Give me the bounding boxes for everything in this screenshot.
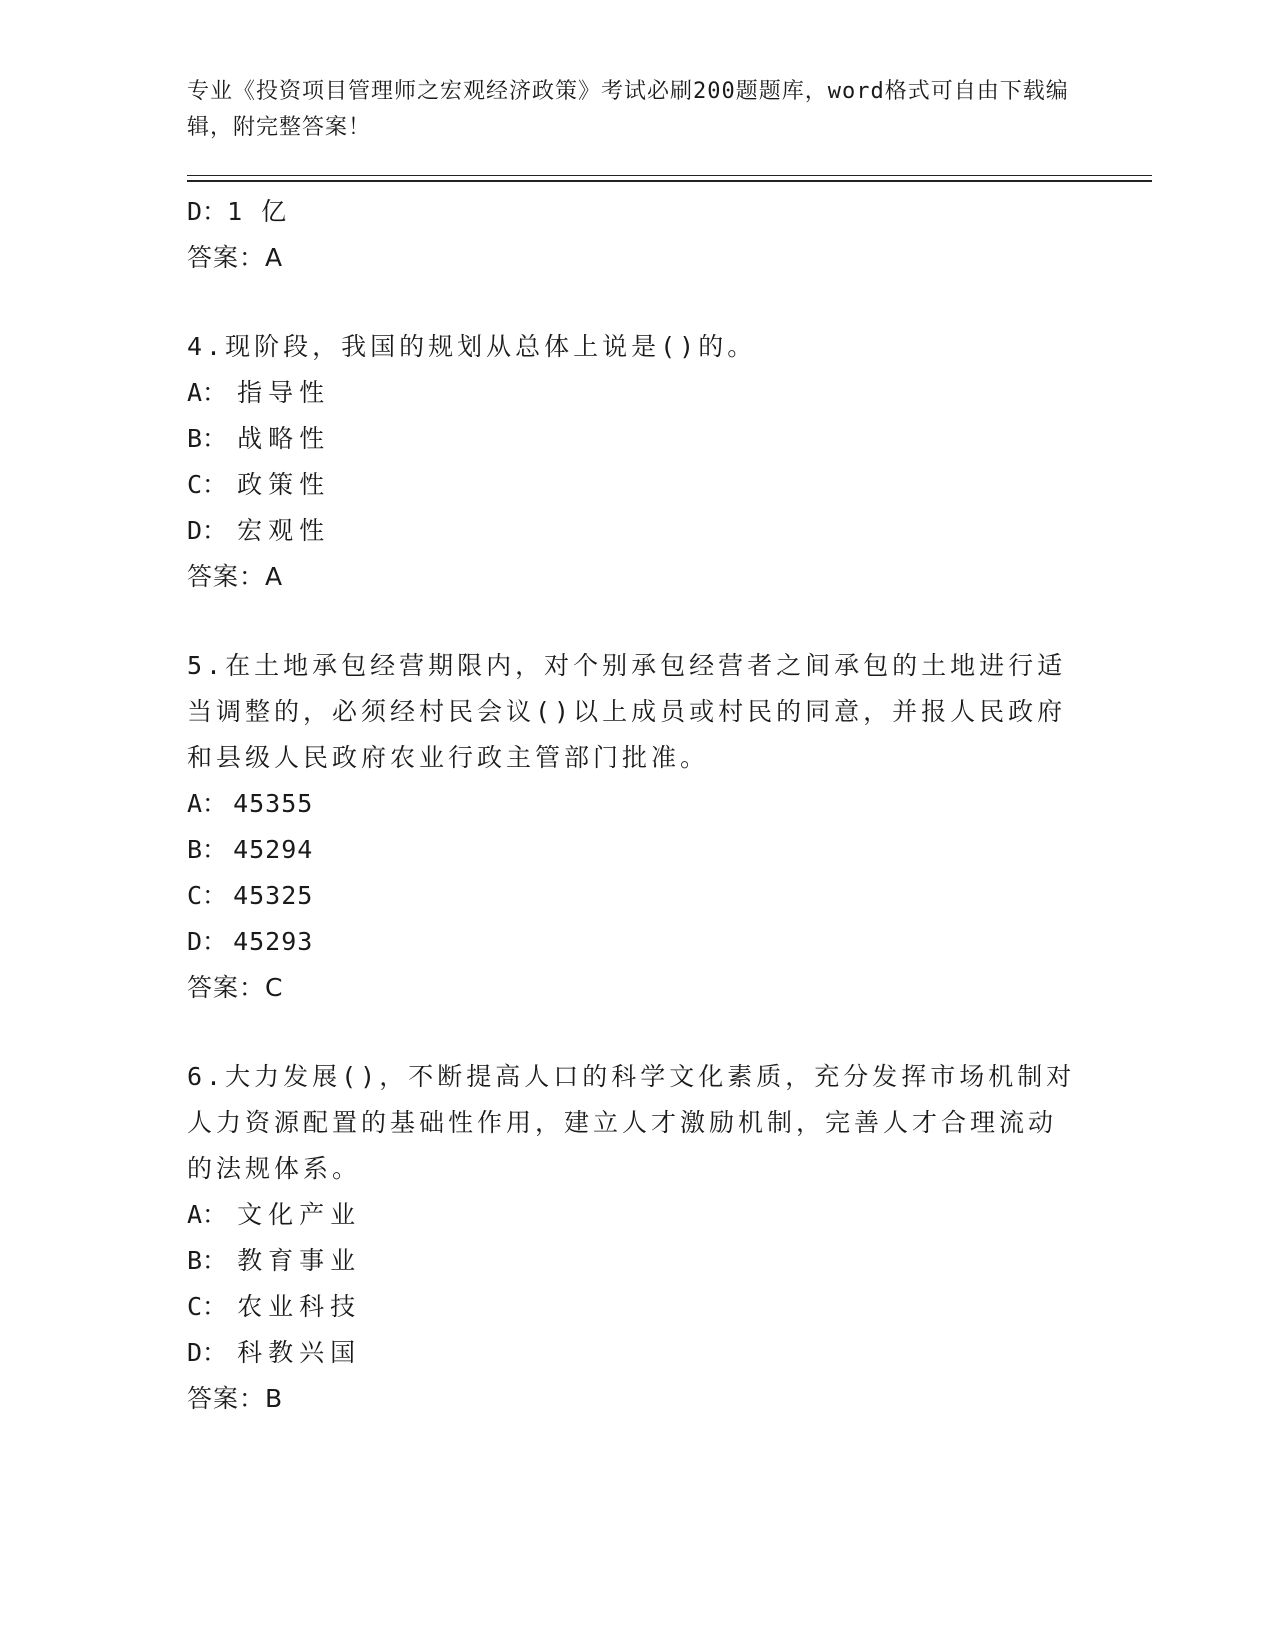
- question-stem-line: 人力资源配置的基础性作用，建立人才激励机制，完善人才合理流动: [187, 1108, 1058, 1137]
- document-header: 专业《投资项目管理师之宏观经济政策》考试必刷200题题库，word格式可自由下载编辑，附完整答案！: [187, 79, 1069, 140]
- question-list: [187, 189, 1087, 1422]
- option-c: C： 农业科技: [187, 1292, 362, 1321]
- option-a: A： 45355: [187, 789, 314, 818]
- answer-line: 答案：C: [187, 973, 284, 1002]
- option-d: D： 宏观性: [187, 516, 331, 545]
- option-c: C： 45325: [187, 881, 314, 910]
- answer-line: 答案：B: [187, 1384, 284, 1413]
- header-divider-thick: [187, 180, 1152, 182]
- header-divider-thin: [187, 175, 1152, 176]
- option-b: B： 45294: [187, 835, 314, 864]
- option-d: D：1 亿: [187, 197, 289, 226]
- question-stem-line: 当调整的，必须经村民会议()以上成员或村民的同意，并报人民政府: [187, 697, 1067, 726]
- question-stem-line: 6.大力发展()，不断提高人口的科学文化素质，充分发挥市场机制对: [187, 1062, 1076, 1091]
- option-a: A： 文化产业: [187, 1200, 362, 1229]
- option-d: D： 45293: [187, 927, 314, 956]
- option-b: B： 教育事业: [187, 1246, 362, 1275]
- question-stem-line: 和县级人民政府农业行政主管部门批准。: [187, 743, 710, 772]
- option-b: B： 战略性: [187, 424, 331, 453]
- question-stem: 4.现阶段，我国的规划从总体上说是()的。: [187, 332, 757, 361]
- answer-line: 答案：A: [187, 243, 284, 272]
- option-d: D： 科教兴国: [187, 1338, 362, 1367]
- option-c: C： 政策性: [187, 470, 331, 499]
- option-a: A： 指导性: [187, 378, 331, 407]
- answer-line: 答案：A: [187, 562, 284, 591]
- question-stem-line: 的法规体系。: [187, 1154, 362, 1183]
- question-stem-line: 5.在土地承包经营期限内，对个别承包经营者之间承包的土地进行适: [187, 651, 1067, 680]
